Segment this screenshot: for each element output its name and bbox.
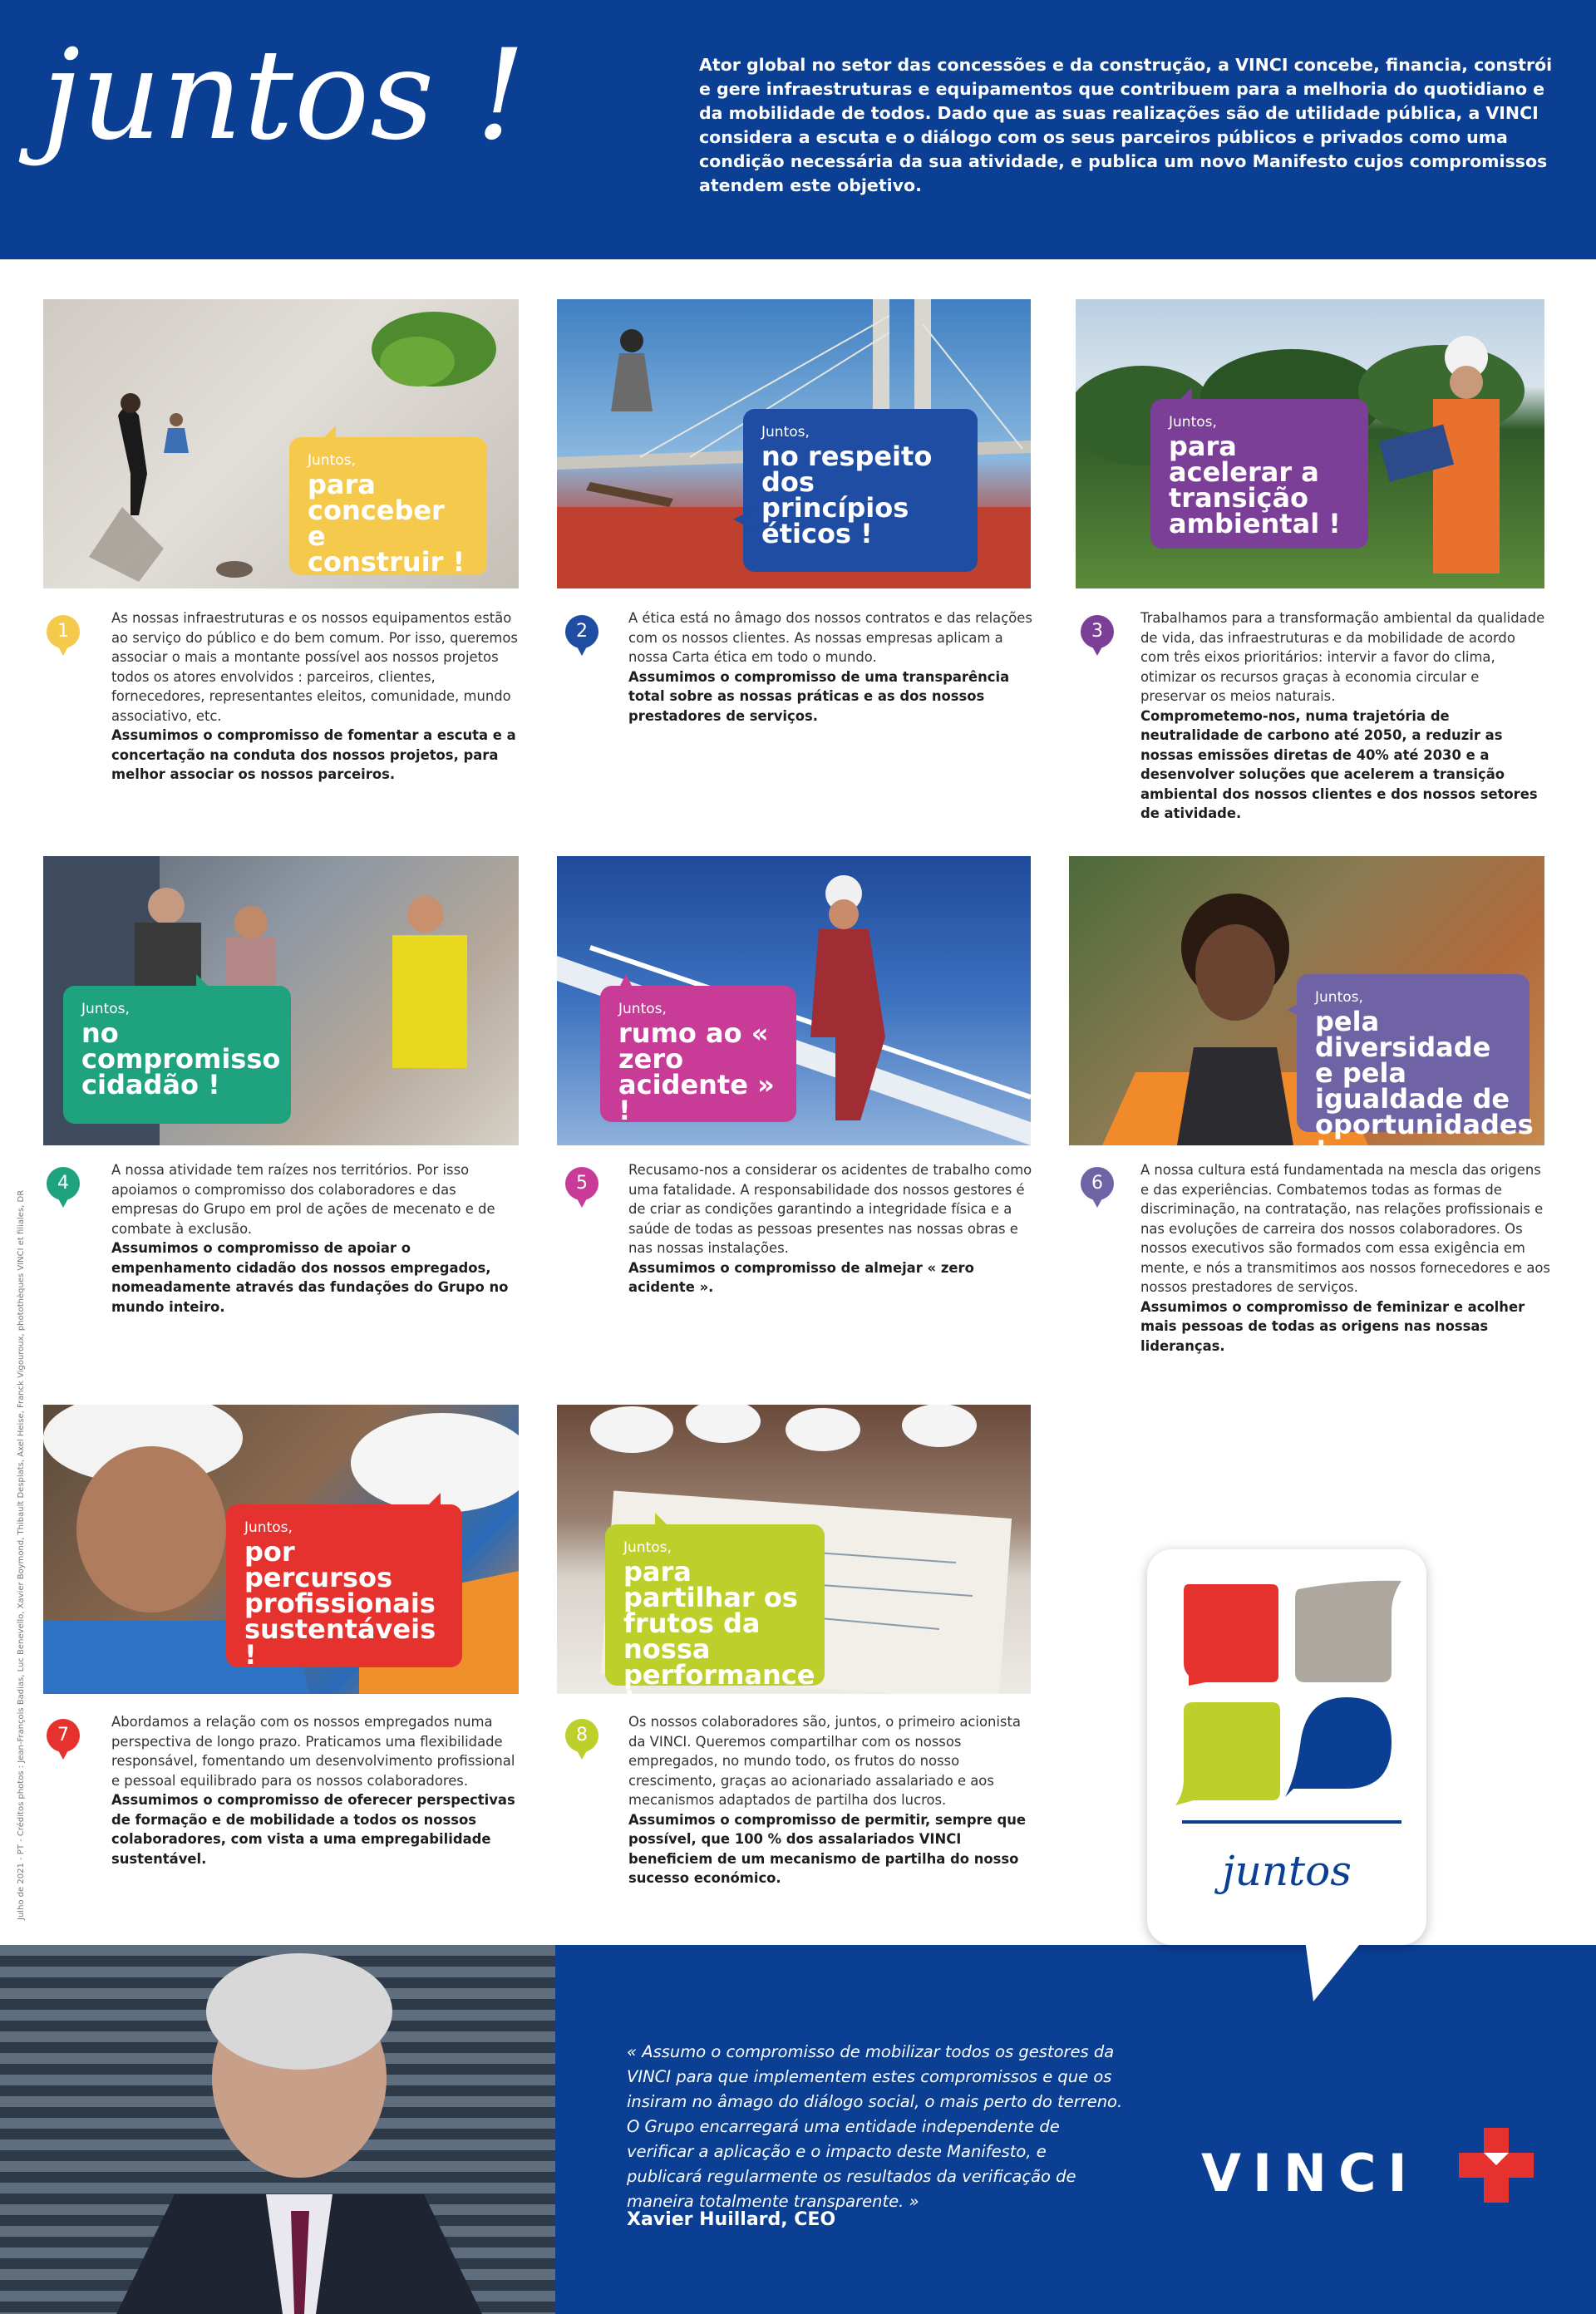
bubble-small-2: Juntos, xyxy=(761,424,810,441)
number-badge-7: 7 xyxy=(47,1719,80,1752)
card-text-1: As nossas infraestruturas e os nossos equipamentos estão ao serviço do público e do bem comum. Por isso, queremos associar o mais a montante possível aos nossos projetos todos os atores envolvidos : parceiros, clientes, fornecedores, representantes eleitos, comunidade, mundo associativo, etc. Assumimos o compromisso de fomentar a escuta e a concertação na conduta dos nossos projetos, para melhor associar os nossos parceiros. xyxy=(111,610,518,782)
bubble-small-1: Juntos, xyxy=(308,452,356,469)
card-text-5: Recusamo-nos a considerar os acidentes de trabalho como uma fatalidade. A responsabilidade dos nossos gestores é de criar as condições garantindo a integridade física e a saúde de todas as pessoas presentes nas nossas obras e nas nossas instalações. Assumimos o compromisso de almejar « zero acidente ». xyxy=(628,1162,1032,1295)
bubble-title-7: por percursos profissionais sustentáveis ! xyxy=(244,1536,436,1671)
bubble-tail-3 xyxy=(1170,387,1192,409)
bubble-tail-7 xyxy=(419,1493,441,1514)
bubble-small-4: Juntos, xyxy=(81,1001,130,1017)
bubble-small-7: Juntos, xyxy=(244,1519,293,1536)
bubble-small-3: Juntos, xyxy=(1169,414,1217,431)
bubble-title-8: para partilhar os frutos da nossa performance ! xyxy=(623,1556,815,1716)
number-badge-8: 8 xyxy=(565,1719,598,1752)
bubble-tail-1 xyxy=(314,426,336,447)
card-text-3: Trabalhamos para a transformação ambiental da qualidade de vida, das infraestruturas e da mobilidade de acordo com três eixos prioritários: intervir a favor do clima, otimizar os recursos graças à economia circular e preservar os meios naturais. Comprometemo-nos, numa trajetória de neutralidade de carbono até 2050, a reduzir as nossas emissões diretas de 40% até 2030 e a desenvolver soluções que acelerem a transição ambiental dos nossos clientes e dos nossos setores de atividade. xyxy=(1140,610,1545,821)
speech-bubble-8 xyxy=(605,1524,825,1716)
number-badge-2: 2 xyxy=(565,615,598,648)
logo-card-tail xyxy=(1305,1940,1363,2006)
speech-bubble-3 xyxy=(1150,399,1368,549)
number-badge-1: 1 xyxy=(47,615,80,648)
speech-bubble-6 xyxy=(1297,974,1534,1166)
bubble-title-3: para acelerar a transição ambiental ! xyxy=(1169,431,1341,539)
bubble-title-2: no respeito dos princípios éticos ! xyxy=(761,441,933,549)
card-text-2: A ética está no âmago dos nossos contratos e das relações com os nossos clientes. As nossas empresas aplicam a nossa Carta ética em todo o mundo. Assumimos o compromisso de uma transparência total sobre as nossas práticas e as dos nossos prestadores de serviços. xyxy=(628,610,1032,724)
speech-bubble-1 xyxy=(289,437,487,578)
bubble-small-6: Juntos, xyxy=(1315,989,1363,1006)
card-text-8: Os nossos colaboradores são, juntos, o primeiro acionista da VINCI. Queremos compartilhar com os nossos empregados, no mundo todo, os frutos do nosso crescimento, graças ao acionariado assalariado e aos mecanismos adaptados de partilha dos lucros. Assumimos o compromisso de permitir, sempre que possível, que 100 % dos assalariados VINCI beneficiem de um mecanismo de partilha do nosso sucesso económico. xyxy=(628,1714,1026,1886)
bubble-title-5: rumo ao « zero acidente » ! xyxy=(618,1017,775,1126)
ceo-quote: « Assumo o compromisso de mobilizar todos os gestores da VINCI para que implementem estes compromissos e que os insiram no âmago do diálogo social, o mais perto do terreno. O Grupo encarregará uma entidade independente de verificar a aplicação e o impacto deste Manifesto, e publicará regularmente os resultados da verificação de maneira totalmente transparente. » xyxy=(627,2042,1123,2211)
ceo-portrait xyxy=(0,1945,555,2314)
vinci-wordmark: VINCI xyxy=(1201,2143,1419,2203)
bubble-tail-5 xyxy=(615,974,637,996)
number-badge-6: 6 xyxy=(1081,1167,1114,1200)
intro-text: Ator global no setor das concessões e da construção, a VINCI concebe, financia, constrói e gere infraestruturas e equipamentos que contribuem para a melhoria do quotidiano e da mobilidade de todos. Dado que as suas realizações são de utilidade pública, a VINCI considera a escuta e o diálogo com os seus parceiros públicos e privados como uma condição necessária da sua atividade, e publica um novo Manifesto cujos compromissos atendem este objetivo. xyxy=(699,55,1553,195)
bubble-small-5: Juntos, xyxy=(618,1001,667,1017)
number-badge-3: 3 xyxy=(1081,615,1114,648)
number-badge-4: 4 xyxy=(47,1167,80,1200)
speech-bubble-5 xyxy=(600,986,796,1126)
vinci-logo-icon xyxy=(1446,2120,1546,2219)
ceo-signature: Xavier Huillard, CEO xyxy=(627,2209,836,2230)
bubble-tail-6 xyxy=(1287,999,1308,1021)
speech-bubble-2 xyxy=(743,409,978,572)
card-text-4: A nossa atividade tem raízes nos territórios. Por isso apoiamos o compromisso dos colaboradores e das empresas do Grupo em prol de ações de mecenato e de combate à exclusão. Assumimos o compromisso de apoiar o empenhamento cidadão dos nossos empregados, nomeadamente através das fundações do Grupo no mundo inteiro. xyxy=(111,1162,509,1315)
photo-credits: Julho de 2021 - PT - Créditos photos : Jean-François Badias, Luc Benevello, Xavier Boymond, Thibault Desplats, Axel Heise, Franck Vigouroux, photothèques VINCI et filiales, DR xyxy=(17,1189,26,1920)
bubble-title-6: pela diversidade e pela igualdade de oportunidades ! xyxy=(1315,1006,1534,1166)
juntos-logo-mark xyxy=(1169,1579,1411,1829)
number-badge-5: 5 xyxy=(565,1167,598,1200)
card-text-7: Abordamos a relação com os nossos empregados numa perspectiva de longo prazo. Praticamos uma flexibilidade responsável, fomentando um desenvolvimento profissional e pessoal equilibrado para os nossos colaboradores. Assumimos o compromisso de oferecer perspectivas de formação e de mobilidade a todos os nossos colaboradores, com vista a uma empregabilidade sustentável. xyxy=(111,1714,515,1867)
bubble-title-1: para conceber e construir ! xyxy=(308,469,466,578)
speech-bubble-7 xyxy=(226,1504,462,1671)
card-text-6: A nossa cultura está fundamentada na mescla das origens e das experiências. Combatemos todas as formas de discriminação, na contratação, nas relações profissionais e nas evoluções de carreira dos nossos colaboradores. Os nossos executivos são formados com essa exigência em mente, e nós a transmitimos aos nossos fornecedores e aos nossos prestadores de serviços. Assumimos o compromisso de feminizar e acolher mais pessoas de todas as origens nas nossas lideranças. xyxy=(1140,1162,1550,1354)
page-title: juntos ! xyxy=(42,23,527,168)
portrait-illustration xyxy=(0,1945,555,2314)
bubble-tail-4 xyxy=(196,974,218,996)
bubble-small-8: Juntos, xyxy=(623,1539,672,1556)
speech-bubble-4 xyxy=(63,986,291,1124)
bubble-title-4: no compromisso cidadão ! xyxy=(81,1017,281,1100)
bubble-tail-8 xyxy=(655,1513,677,1534)
juntos-logo-word: juntos xyxy=(1222,1847,1352,1895)
bubble-tail-2 xyxy=(733,509,755,530)
